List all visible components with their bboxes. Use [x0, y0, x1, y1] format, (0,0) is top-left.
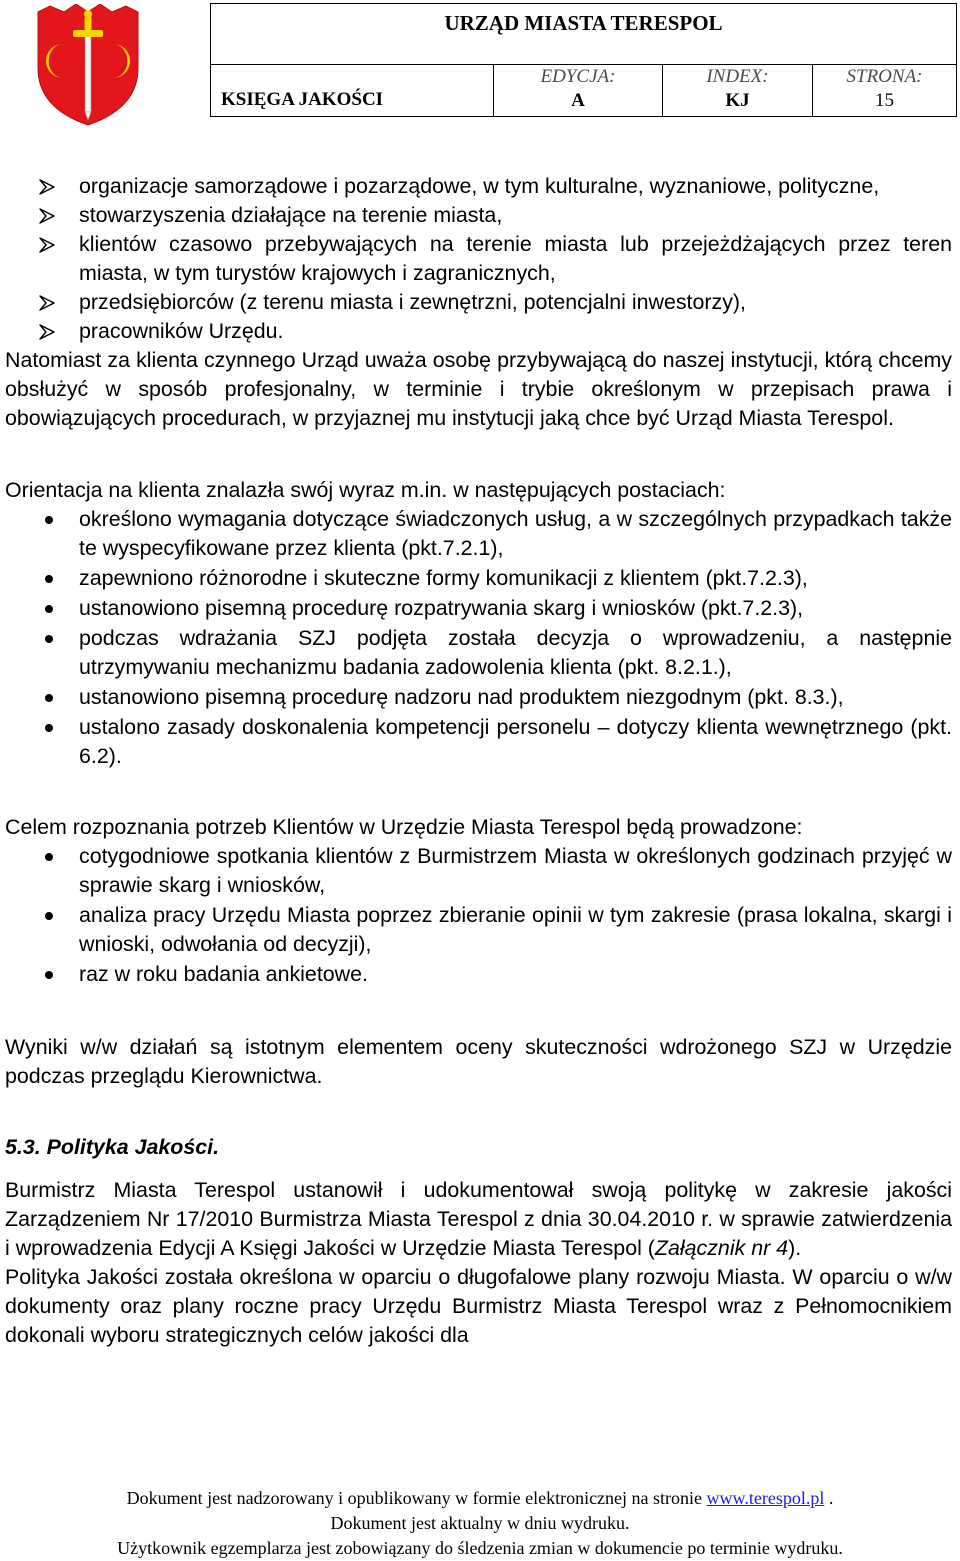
- footer-text-end: .: [824, 1488, 834, 1508]
- terespol-coat-of-arms-logo: [36, 4, 140, 126]
- list-item-text: podczas wdrażania SZJ podjęta została decyzja o wprowadzeniu, a następnie utrzymywaniu mechanizmu badania zadowolenia klienta (pkt. 8.2.1.),: [79, 626, 952, 679]
- website-link[interactable]: www.terespol.pl: [706, 1488, 825, 1508]
- policy-paragraph-2: Polityka Jakości została określona w oparciu o długofalowe plany rozwoju Miasta. W oparciu o w/w dokumenty oraz plany roczne pracy Urzędu Burmistrz Miasta Terespol wraz z Pełnomocnikiem dokonali wyboru strategicznych celów jakości dla: [5, 1265, 952, 1347]
- bullet-dot-icon: [45, 605, 53, 613]
- footer-text: Dokument jest nadzorowany i opublikowany w formie elektronicznej na stronie: [126, 1488, 707, 1508]
- arrow-bullet-icon: [39, 179, 55, 195]
- document-header-table: [210, 3, 957, 117]
- footer-line-1: [0, 1486, 960, 1511]
- arrow-bullet-icon: [39, 324, 55, 340]
- list-item: [5, 713, 952, 771]
- index-cell: [663, 64, 813, 116]
- list-item-text: pracowników Urzędu.: [79, 319, 284, 343]
- bullet-dot-icon: [45, 516, 53, 524]
- list-item: [5, 901, 952, 959]
- section-heading: 5.3. Polityka Jakości.: [5, 1135, 220, 1159]
- attachment-reference: Załącznik nr 4: [654, 1236, 789, 1260]
- document-body: [5, 172, 952, 1350]
- list-item: [5, 317, 952, 346]
- list-item: [5, 594, 952, 623]
- bullet-dot-icon: [45, 575, 53, 583]
- list-item: [5, 960, 952, 989]
- list-item-text: stowarzyszenia działające na terenie miasta,: [79, 203, 503, 227]
- index-label: INDEX:: [706, 66, 769, 87]
- list-item-text: ustalono zasady doskonalenia kompetencji personelu – dotyczy klienta wewnętrznego (pkt. 6.2).: [79, 715, 952, 768]
- book-cell: [211, 64, 494, 116]
- edition-label: EDYCJA:: [540, 66, 616, 87]
- index-value: KJ: [725, 90, 750, 111]
- footer-line-3: Użytkownik egzemplarza jest zobowiązany do śledzenia zmian w dokumencie po terminie wydruku.: [117, 1538, 843, 1558]
- edition-cell: [494, 64, 663, 116]
- list-item: [5, 683, 952, 712]
- list-item-text: klientów czasowo przebywających na terenie miasta lub przejeżdżających przez teren miasta, w tym turystów krajowych i zagranicznych,: [79, 232, 952, 285]
- results-paragraph: Wyniki w/w działań są istotnym elementem oceny skuteczności wdrożonego SZJ w Urzędzie podczas przeglądu Kierownictwa.: [5, 1035, 952, 1088]
- header-meta-row: [211, 64, 956, 116]
- book-name: KSIĘGA JAKOŚCI: [221, 89, 384, 110]
- list-item-text: określono wymagania dotyczące świadczonych usług, a w szczególnych przypadkach także te wyspecyfikowane przez klienta (pkt.7.2.1),: [79, 507, 952, 560]
- page-label: STRONA:: [846, 66, 923, 87]
- list-item-text: przedsiębiorców (z terenu miasta i zewnętrzni, potencjalni inwestorzy),: [79, 290, 746, 314]
- list-item-text: analiza pracy Urzędu Miasta poprzez zbieranie opinii w tym zakresie (prasa lokalna, skargi i wnioski, odwołania od decyzji),: [79, 903, 952, 956]
- list-item: [5, 172, 952, 201]
- list-item-text: ustanowiono pisemną procedurę nadzoru nad produktem niezgodnym (pkt. 8.3.),: [79, 685, 844, 709]
- needs-list: [5, 842, 952, 989]
- needs-intro-paragraph: Celem rozpoznania potrzeb Klientów w Urzędzie Miasta Terespol będą prowadzone:: [5, 815, 803, 839]
- list-item: [5, 842, 952, 900]
- edition-value: A: [571, 90, 585, 111]
- policy-text-end: ).: [788, 1236, 802, 1260]
- list-item-text: zapewniono różnorodne i skuteczne formy komunikacji z klientem (pkt.7.2.3),: [79, 566, 808, 590]
- list-item-text: organizacje samorządowe i pozarządowe, w tym kulturalne, wyznaniowe, polityczne,: [79, 174, 880, 198]
- footer-line-2: Dokument jest aktualny w dniu wydruku.: [330, 1513, 630, 1533]
- policy-paragraph-1: [5, 1176, 952, 1263]
- list-item-text: ustanowiono pisemną procedurę rozpatrywania skarg i wniosków (pkt.7.2.3),: [79, 596, 804, 620]
- orientation-intro-paragraph: Orientacja na klienta znalazła swój wyraz m.in. w następujących postaciach:: [5, 478, 726, 502]
- list-item: [5, 230, 952, 288]
- bullet-dot-icon: [45, 971, 53, 979]
- arrow-bullet-icon: [39, 295, 55, 311]
- list-item: [5, 564, 952, 593]
- list-item-text: raz w roku badania ankietowe.: [79, 962, 368, 986]
- bullet-dot-icon: [45, 853, 53, 861]
- bullet-dot-icon: [45, 912, 53, 920]
- office-title: URZĄD MIASTA TERESPOL: [211, 4, 956, 65]
- bullet-dot-icon: [45, 724, 53, 732]
- list-item: [5, 505, 952, 563]
- arrow-bullet-icon: [39, 208, 55, 224]
- bullet-dot-icon: [45, 635, 53, 643]
- policy-text: Burmistrz Miasta Terespol ustanowił i udokumentował swoją politykę w zakresie jakości Zarządzeniem Nr 17/2010 Burmistrza Miasta Terespol z dnia 30.04.2010 r. w sprawie zatwierdzenia i wprowadzenia Edycji A Księgi Jakości w Urzędzie Miasta Terespol (: [5, 1178, 952, 1260]
- list-item: [5, 288, 952, 317]
- list-item: [5, 201, 952, 230]
- orientation-list: [5, 505, 952, 771]
- list-item: [5, 624, 952, 682]
- bullet-dot-icon: [45, 694, 53, 702]
- page-cell: [813, 64, 956, 116]
- document-footer: [0, 1486, 960, 1561]
- client-definition-paragraph: Natomiast za klienta czynnego Urząd uważa osobę przybywającą do naszej instytucji, którą chcemy obsłużyć w sposób profesjonalny, w terminie i trybie określonym w przepisach prawa i obowiązujących procedurach, w przyjaznej mu instytucji jaką chce być Urząd Miasta Terespol.: [5, 348, 952, 430]
- list-item-text: cotygodniowe spotkania klientów z Burmistrzem Miasta w określonych godzinach przyjęć w sprawie skarg i wniosków,: [79, 844, 952, 897]
- arrow-bullet-icon: [39, 237, 55, 253]
- page-number: 15: [875, 90, 894, 111]
- client-groups-list: [5, 172, 952, 346]
